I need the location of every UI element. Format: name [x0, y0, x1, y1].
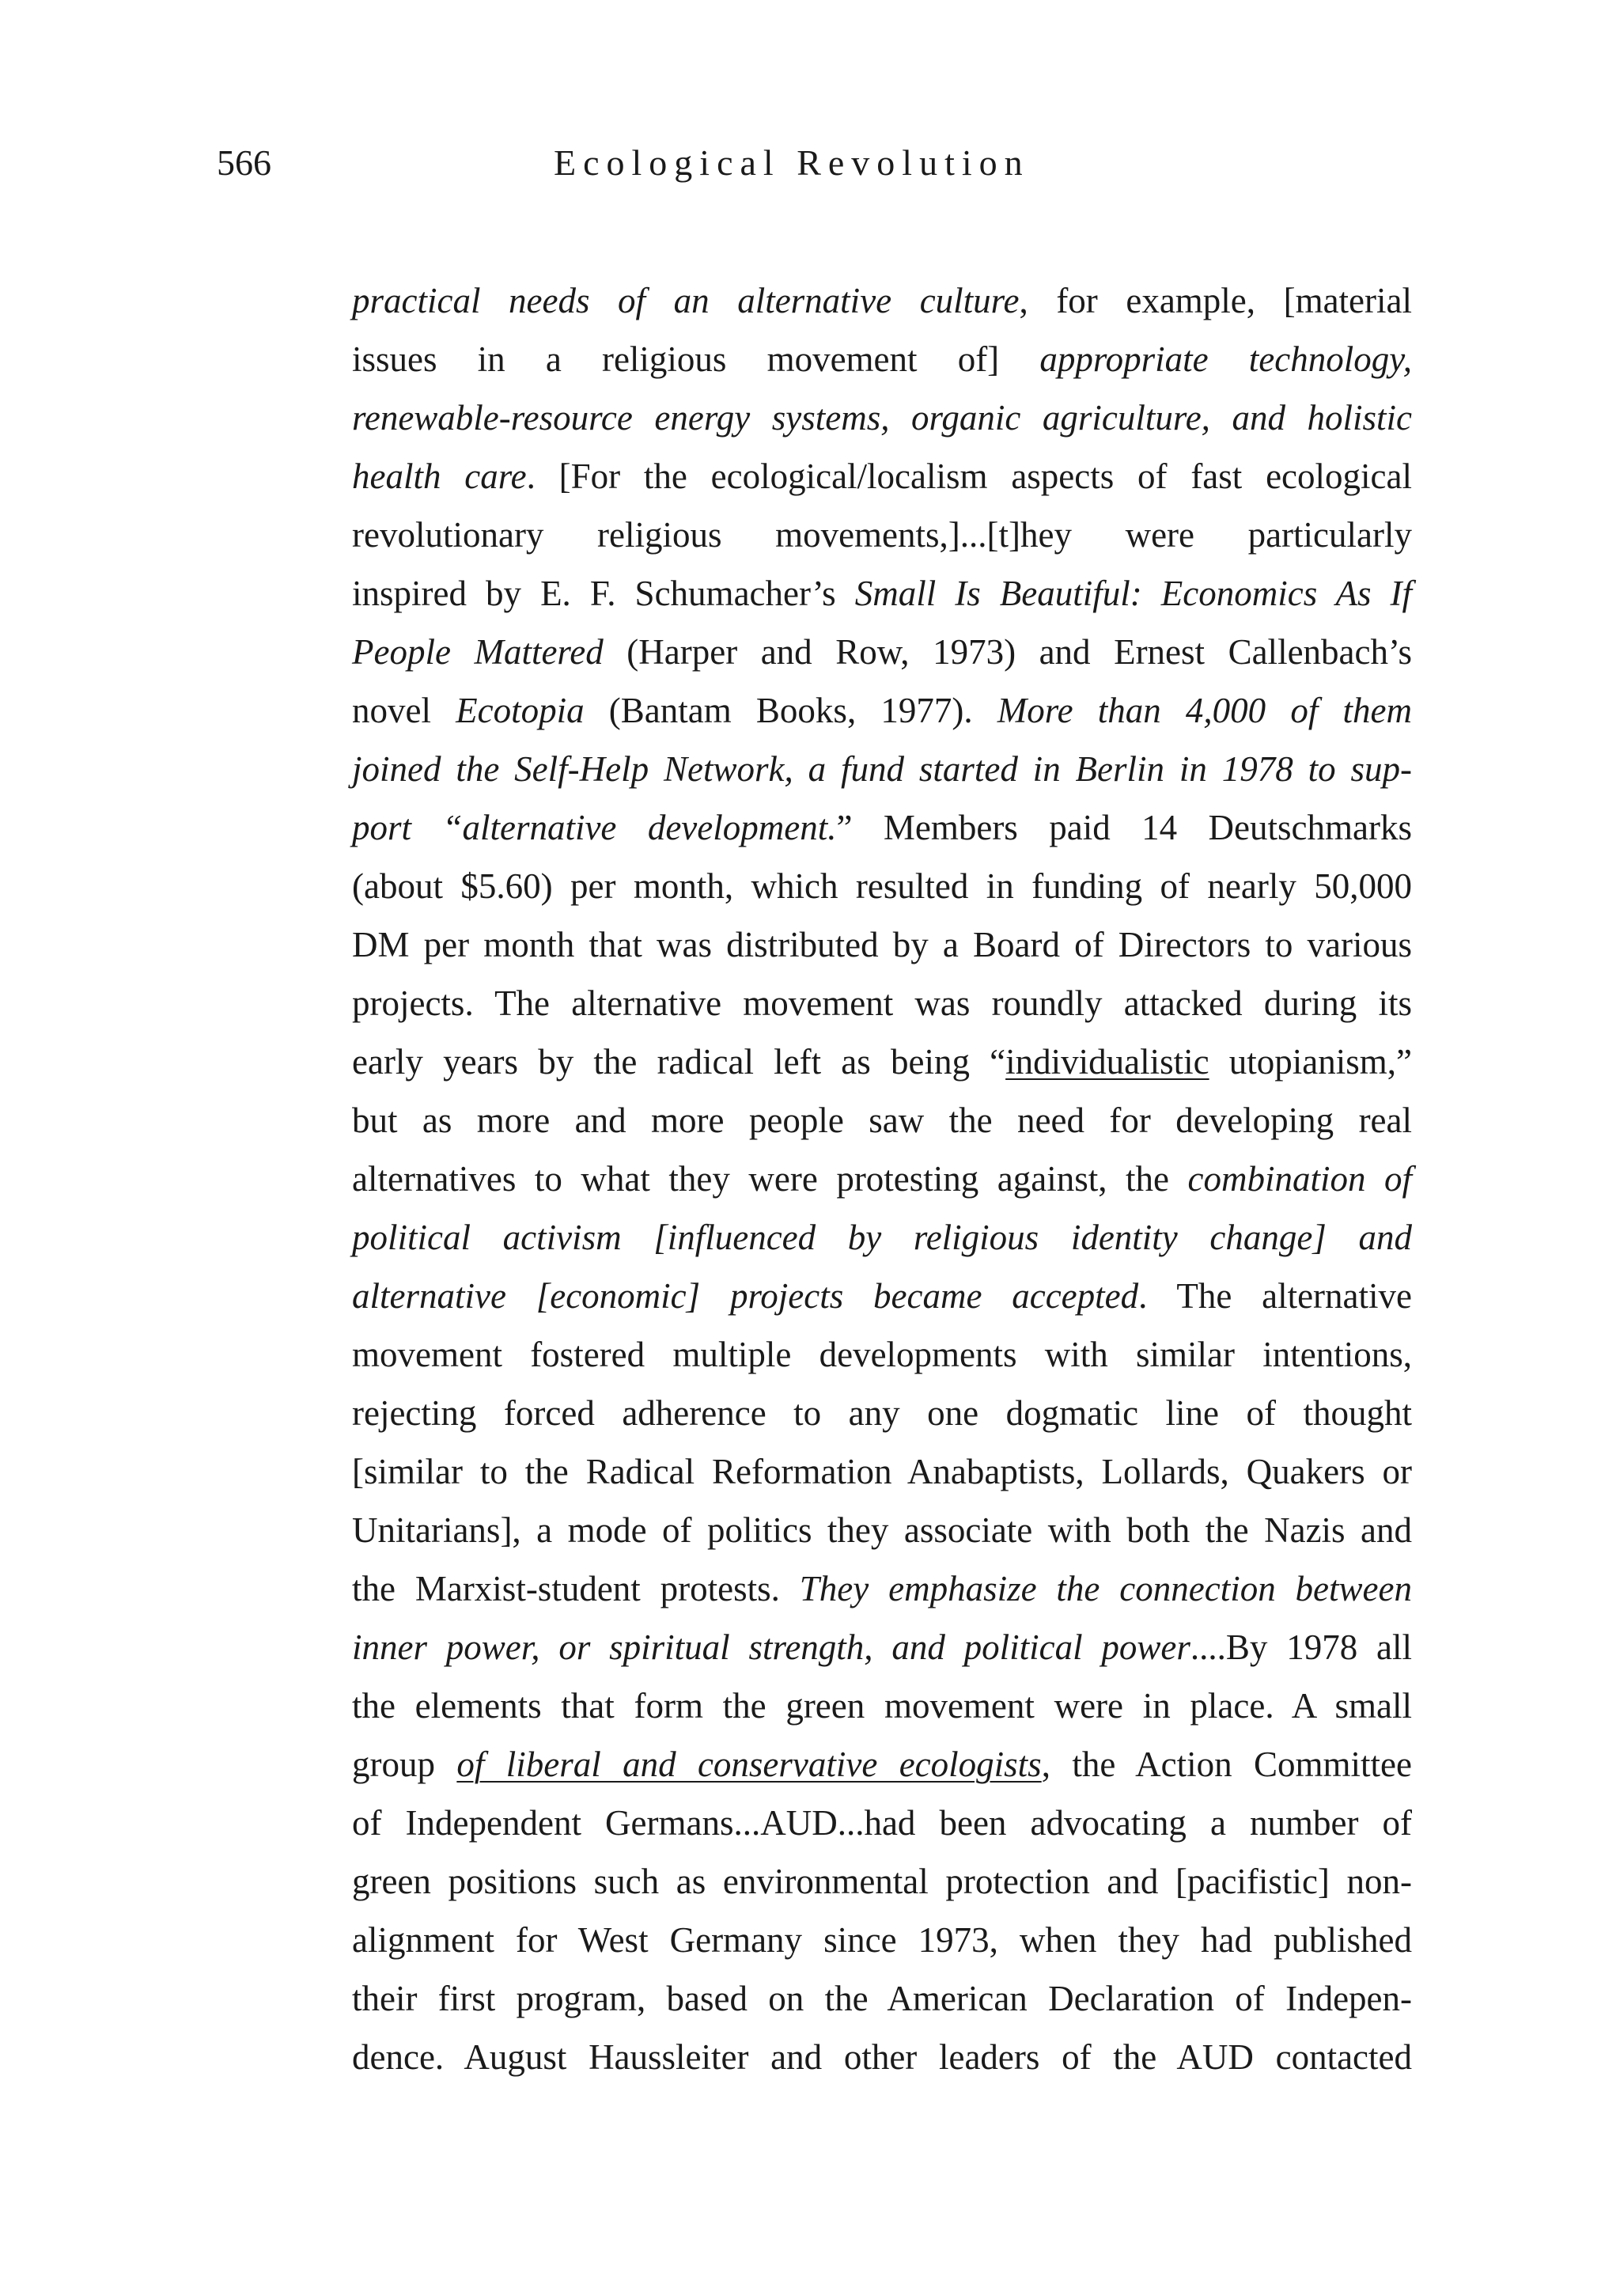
text-line: [352, 447, 1412, 506]
page-number: 566: [217, 142, 271, 183]
text-segment: Ecotopia: [456, 691, 585, 730]
text-segment: (about $5.60) per month, which resulted in funding of nearly 50,000: [352, 866, 1412, 906]
running-head: Ecological Revolution: [554, 142, 1030, 183]
text-segment: appropriate technology,: [1039, 339, 1412, 379]
text-segment: of liberal and conservative ecologists: [456, 1745, 1042, 1784]
text-line: [352, 330, 1412, 388]
text-line: [352, 740, 1412, 798]
text-line: [352, 1091, 1412, 1150]
text-line: [352, 1969, 1412, 2028]
text-segment: projects. The alternative movement was roundly attacked during its: [352, 983, 1412, 1023]
text-segment: , for example, [material: [1019, 281, 1412, 320]
text-segment: inspired by E. F. Schumacher’s: [352, 574, 855, 613]
text-line: [352, 1325, 1412, 1384]
text-line: [352, 1150, 1412, 1208]
text-line: [352, 1559, 1412, 1618]
text-line: [352, 388, 1412, 447]
text-segment: utopianism,”: [1209, 1042, 1412, 1082]
text-segment: revolutionary religious movements,]...[t]hey were particularly: [352, 515, 1412, 555]
text-line: [352, 857, 1412, 915]
text-segment: their first program, based on the American Declaration of Indepen-: [352, 1979, 1412, 2018]
text-segment: [similar to the Radical Reformation Anabaptists, Lollards, Quakers or: [352, 1452, 1412, 1491]
text-line: [352, 1677, 1412, 1735]
text-segment: practical needs of an alternative culture: [352, 281, 1020, 320]
text-segment: Small Is Beautiful: Economics As If: [854, 574, 1412, 613]
text-segment: joined the Self-Help Network, a fund started in Berlin in 1978 to sup-: [352, 749, 1412, 789]
text-line: [352, 2028, 1412, 2086]
text-line: [352, 271, 1412, 330]
text-segment: . The alternative: [1138, 1276, 1412, 1316]
text-segment: issues in a religious movement of]: [352, 339, 1040, 379]
text-segment: group: [352, 1745, 457, 1784]
text-segment: green positions such as environmental protection and [pacifistic] non-: [352, 1862, 1412, 1901]
text-line: [352, 681, 1412, 740]
text-line: [352, 623, 1412, 681]
text-segment: political activism [influenced by religious identity change] and: [352, 1218, 1412, 1257]
text-segment: (Harper and Row, 1973) and Ernest Callenbach’s: [603, 632, 1412, 672]
text-segment: More than 4,000 of them: [997, 691, 1412, 730]
text-segment: movement fostered multiple developments with similar intentions,: [352, 1335, 1412, 1374]
text-line: [352, 1618, 1412, 1677]
text-segment: (Bantam Books, 1977).: [584, 691, 997, 730]
text-segment: People Mattered: [352, 632, 604, 672]
text-line: [352, 1794, 1412, 1852]
text-segment: ” Members paid 14 Deutschmarks: [836, 808, 1412, 847]
text-segment: alignment for West Germany since 1973, when they had published: [352, 1920, 1412, 1960]
text-segment: alternatives to what they were protesting against, the: [352, 1159, 1188, 1199]
text-segment: of Independent Germans...AUD...had been advocating a number of: [352, 1803, 1412, 1843]
text-line: [352, 798, 1412, 857]
text-segment: inner power, or spiritual strength, and political power: [352, 1627, 1190, 1667]
text-segment: renewable-resource energy systems, organic agriculture, and holistic: [352, 398, 1412, 438]
text-segment: alternative [economic] projects became accepted: [352, 1276, 1139, 1316]
text-segment: the elements that form the green movement were in place. A small: [352, 1686, 1412, 1726]
text-segment: , the Action Committee: [1041, 1745, 1412, 1784]
text-segment: . [For the ecological/localism aspects of fast ecological: [526, 457, 1412, 496]
text-line: [352, 915, 1412, 974]
text-segment: novel: [352, 691, 456, 730]
text-segment: combination of: [1187, 1159, 1413, 1199]
text-segment: They emphasize the connection between: [799, 1569, 1412, 1608]
text-line: [352, 1032, 1412, 1091]
text-segment: individualistic: [1005, 1042, 1209, 1082]
text-line: [352, 1735, 1412, 1794]
text-line: [352, 1208, 1412, 1267]
body-text: [352, 271, 1412, 2086]
text-line: [352, 974, 1412, 1032]
text-segment: the Marxist-student protests.: [352, 1569, 800, 1608]
text-line: [352, 506, 1412, 564]
text-line: [352, 1384, 1412, 1442]
text-line: [352, 564, 1412, 623]
text-line: [352, 1911, 1412, 1969]
text-segment: health care: [352, 457, 527, 496]
text-segment: Unitarians], a mode of politics they associate with both the Nazis and: [352, 1510, 1412, 1550]
text-segment: DM per month that was distributed by a Board of Directors to various: [352, 925, 1412, 964]
text-line: [352, 1501, 1412, 1559]
text-segment: but as more and more people saw the need for developing real: [352, 1101, 1412, 1140]
text-line: [352, 1852, 1412, 1911]
text-segment: ....By 1978 all: [1190, 1627, 1412, 1667]
text-segment: rejecting forced adherence to any one dogmatic line of thought: [352, 1393, 1412, 1433]
text-segment: early years by the radical left as being “: [352, 1042, 1006, 1082]
text-line: [352, 1267, 1412, 1325]
text-segment: port “alternative development.: [352, 808, 837, 847]
text-segment: dence. August Haussleiter and other leaders of the AUD contacted: [352, 2037, 1412, 2077]
text-line: [352, 1442, 1412, 1501]
